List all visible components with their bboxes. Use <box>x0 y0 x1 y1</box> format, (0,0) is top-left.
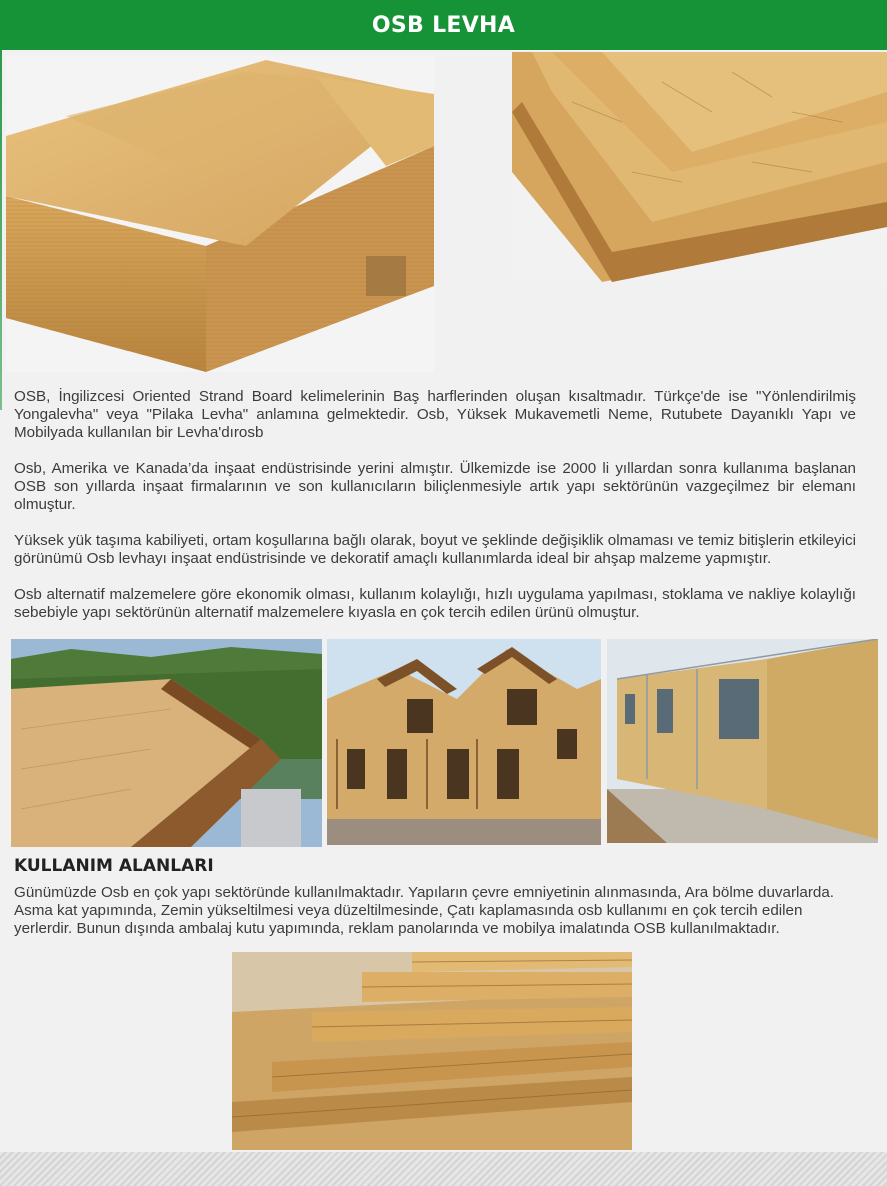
osb-roof-photo <box>11 639 322 847</box>
intro-paragraph-4: Osb alternatif malzemelere göre ekonomik olması, kullanım kolaylığı, hızlı uygulama yapılması, stoklama ve nakliye kolaylığı sebebiyle yapı sektörünün alternatif malzemelere kıyasla en çok tercih edilen ürünü olmuştur. <box>14 586 856 621</box>
osb-panels-photo <box>512 52 887 282</box>
page-title: OSB LEVHA <box>371 12 516 38</box>
intro-paragraph-1: OSB, İngilizcesi Oriented Strand Board kelimelerinin Baş harflerinden oluşan kısaltmadır. Türkçe'de ise "Yönlendirilmiş Yongalevha" veya "Pilaka Levha" anlamına gelmektedir. Osb, Yüksek Mukavemetli Neme, Rutubete Dayanıklı Yapı ve Mobilyada kullanılan bir Levha'dırosb <box>14 388 856 441</box>
left-accent-strip <box>0 50 2 410</box>
osb-house-frame-photo <box>327 639 601 845</box>
page-header <box>0 0 887 50</box>
osb-stack-photo <box>6 56 434 372</box>
osb-edges-photo <box>232 952 632 1150</box>
usage-paragraph: Günümüzde Osb en çok yapı sektöründe kullanılmaktadır. Yapıların çevre emniyetinin alınmasında, Ara bölme duvarlarda. Asma kat yapımında, Zemin yükseltilmesi veya düzeltilmesinde, Çatı kaplamasında osb kullanımı en çok tercih edilen yerlerdir. Bunun dışında ambalaj kutu yapımında, reklam panolarında ve mobilya imalatında OSB kullanılmaktadır. <box>14 884 835 937</box>
intro-paragraph-2: Osb, Amerika ve Kanada’da inşaat endüstrisinde yerini almıştır. Ülkemizde ise 2000 li yıllardan sonra kullanıma başlanan OSB son yıllarda inşaat firmalarının ve son kullanıcıların biliçlenmesiyle artık yapı sektörünün vazgeçilmez bir elemanı olmuştur. <box>14 460 856 513</box>
footer-hatch-band <box>0 1152 887 1186</box>
intro-paragraph-3: Yüksek yük taşıma kabiliyeti, ortam koşullarına bağlı olarak, boyut ve şeklinde değişiklik olmaması ve temiz bitişlerin etkileyici görünümü Osb levhayı inşaat endüstrisinde ve dekoratif amaçlı kullanımlarda ideal bir ahşap malzeme yapmıştır. <box>14 532 856 567</box>
usage-section-title: KULLANIM ALANLARI <box>14 856 214 876</box>
osb-wall-photo <box>607 639 878 843</box>
